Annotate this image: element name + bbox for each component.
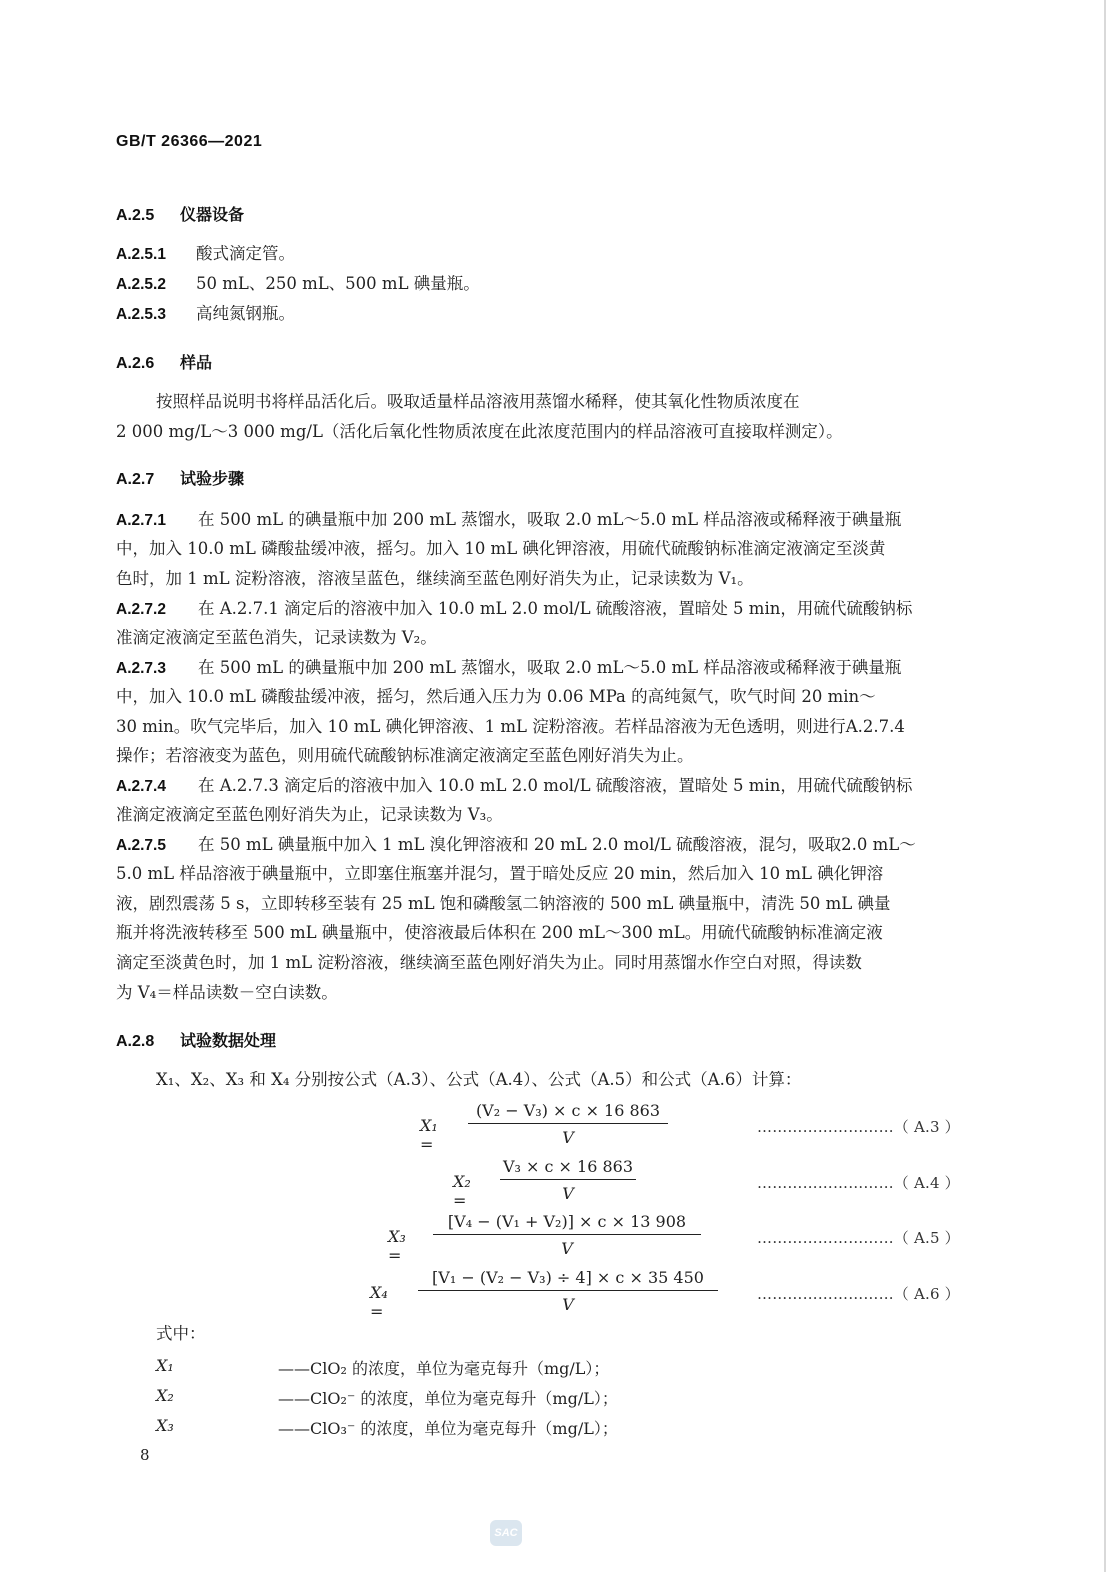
step-a271-line-1: A.2.7.1 在 500 mL 的碘量瓶中加 200 mL 蒸馏水，吸取 2.0 mL～5.0 mL 样品溶液或稀释液于碘量瓶	[116, 510, 902, 529]
step-a275-line-4: 瓶并将洗液转移至 500 mL 碘量瓶中，使溶液最后体积在 200 mL～300 mL。用硫代硫酸钠标准滴定液	[116, 923, 883, 942]
section-heading-a25: A.2.5 仪器设备	[116, 205, 245, 224]
page-number: 8	[140, 1446, 150, 1464]
step-a272-line-1: A.2.7.2 在 A.2.7.1 滴定后的溶液中加入 10.0 mL 2.0 mol/L 硫酸溶液，置暗处 5 min，用硫代硫酸钠标	[116, 599, 913, 618]
step-a275-line-2: 5.0 mL 样品溶液于碘量瓶中，立即塞住瓶塞并混匀，置于暗处反应 20 min，然后加入 10 mL 碘化钾溶	[116, 864, 884, 883]
step-a275-line-6: 为 V₄＝样品读数－空白读数。	[116, 983, 338, 1002]
section-heading-a26: A.2.6 样品	[116, 353, 213, 372]
step-a272-line-2: 准滴定液滴定至蓝色消失，记录读数为 V₂。	[116, 628, 437, 647]
step-a274-line-1: A.2.7.4 在 A.2.7.3 滴定后的溶液中加入 10.0 mL 2.0 mol/L 硫酸溶液，置暗处 5 min，用硫代硫酸钠标	[116, 776, 913, 795]
formula-numerator: V₃ × c × 16 863	[500, 1157, 636, 1180]
sample-text-line-1: 按照样品说明书将样品活化后。吸取适量样品溶液用蒸馏水稀释，使其氧化性物质浓度在	[156, 392, 800, 411]
formula-ref: ………………………（ A.3 ）	[757, 1118, 960, 1136]
sample-text-line-2: 2 000 mg/L～3 000 mg/L（活化后氧化性物质浓度在此浓度范围内的样品溶液可直接取样测定）。	[116, 422, 843, 441]
step-a273-line-2: 中，加入 10.0 mL 磷酸盐缓冲液，摇匀，然后通入压力为 0.06 MPa 的高纯氮气，吹气时间 20 min～	[116, 687, 876, 706]
step-a273-line-3: 30 min。吹气完毕后，加入 10 mL 碘化钾溶液、1 mL 淀粉溶液。若样品溶液为无色透明，则进行A.2.7.4	[116, 717, 905, 736]
step-a273-line-1: A.2.7.3 在 500 mL 的碘量瓶中加 200 mL 蒸馏水，吸取 2.0 mL～5.0 mL 样品溶液或稀释液于碘量瓶	[116, 658, 902, 677]
step-a274-line-2: 准滴定液滴定至蓝色刚好消失为止，记录读数为 V₃。	[116, 805, 503, 824]
variable-symbol: X₁	[156, 1356, 174, 1375]
variable-symbol: X₂	[156, 1386, 174, 1405]
formula-denominator: V	[562, 1128, 574, 1147]
variable-description: ——ClO₂⁻ 的浓度，单位为毫克每升（mg/L）；	[278, 1389, 618, 1408]
variable-description: ——ClO₃⁻ 的浓度，单位为毫克每升（mg/L）；	[278, 1419, 618, 1438]
formula-ref: ………………………（ A.5 ）	[757, 1229, 960, 1247]
formula-numerator: [V₄ − (V₁ + V₂)] × c × 13 908	[433, 1212, 701, 1235]
step-a271-line-2: 中，加入 10.0 mL 磷酸盐缓冲液，摇匀。加入 10 mL 碘化钾溶液，用硫代硫酸钠标准滴定液滴定至淡黄	[116, 539, 886, 558]
equipment-item-1: A.2.5.1 酸式滴定管。	[116, 244, 295, 263]
formula-lhs: X₃ =	[388, 1227, 406, 1265]
formula-denominator: V	[561, 1239, 573, 1258]
formula-denominator: V	[562, 1184, 574, 1203]
step-a271-line-3: 色时，加 1 mL 淀粉溶液，溶液呈蓝色，继续滴至蓝色刚好消失为止，记录读数为 V₁。	[116, 569, 754, 588]
formula-lhs: X₁ =	[420, 1116, 438, 1154]
formula-lhs: X₄ =	[370, 1283, 388, 1321]
formula-denominator: V	[562, 1295, 574, 1314]
step-a275-line-1: A.2.7.5 在 50 mL 碘量瓶中加入 1 mL 溴化钾溶液和 20 mL 2.0 mol/L 硫酸溶液，混匀，吸取2.0 mL～	[116, 835, 916, 854]
step-a275-line-3: 液，剧烈震荡 5 s，立即转移至装有 25 mL 饱和磷酸氢二钠溶液的 500 mL 碘量瓶中，清洗 50 mL 碘量	[116, 894, 891, 913]
calculation-intro: X₁、X₂、X₃ 和 X₄ 分别按公式（A.3）、公式（A.4）、公式（A.5）和公式（A.6）计算：	[156, 1070, 802, 1089]
formula-numerator: [V₁ − (V₂ − V₃) ÷ 4] × c × 35 450	[418, 1268, 718, 1291]
section-heading-a28: A.2.8 试验数据处理	[116, 1031, 277, 1050]
where-label: 式中：	[156, 1324, 206, 1343]
equipment-item-2: A.2.5.2 50 mL、250 mL、500 mL 碘量瓶。	[116, 274, 480, 293]
variable-description: ——ClO₂ 的浓度，单位为毫克每升（mg/L）；	[278, 1359, 610, 1378]
formula-ref: ………………………（ A.4 ）	[757, 1174, 960, 1192]
formula-lhs: X₂ =	[453, 1172, 471, 1210]
section-heading-a27: A.2.7 试验步骤	[116, 469, 245, 488]
formula-ref: ………………………（ A.6 ）	[757, 1285, 960, 1303]
step-a275-line-5: 滴定至淡黄色时，加 1 mL 淀粉溶液，继续滴至蓝色刚好消失为止。同时用蒸馏水作空白对照，得读数	[116, 953, 862, 972]
sac-logo-icon: SAC	[490, 1520, 522, 1546]
step-a273-line-4: 操作；若溶液变为蓝色，则用硫代硫酸钠标准滴定液滴定至蓝色刚好消失为止。	[116, 746, 694, 765]
formula-numerator: (V₂ − V₃) × c × 16 863	[468, 1101, 668, 1124]
variable-symbol: X₃	[156, 1416, 174, 1435]
equipment-item-3: A.2.5.3 高纯氮钢瓶。	[116, 304, 295, 323]
standard-code: GB/T 26366—2021	[116, 133, 263, 150]
